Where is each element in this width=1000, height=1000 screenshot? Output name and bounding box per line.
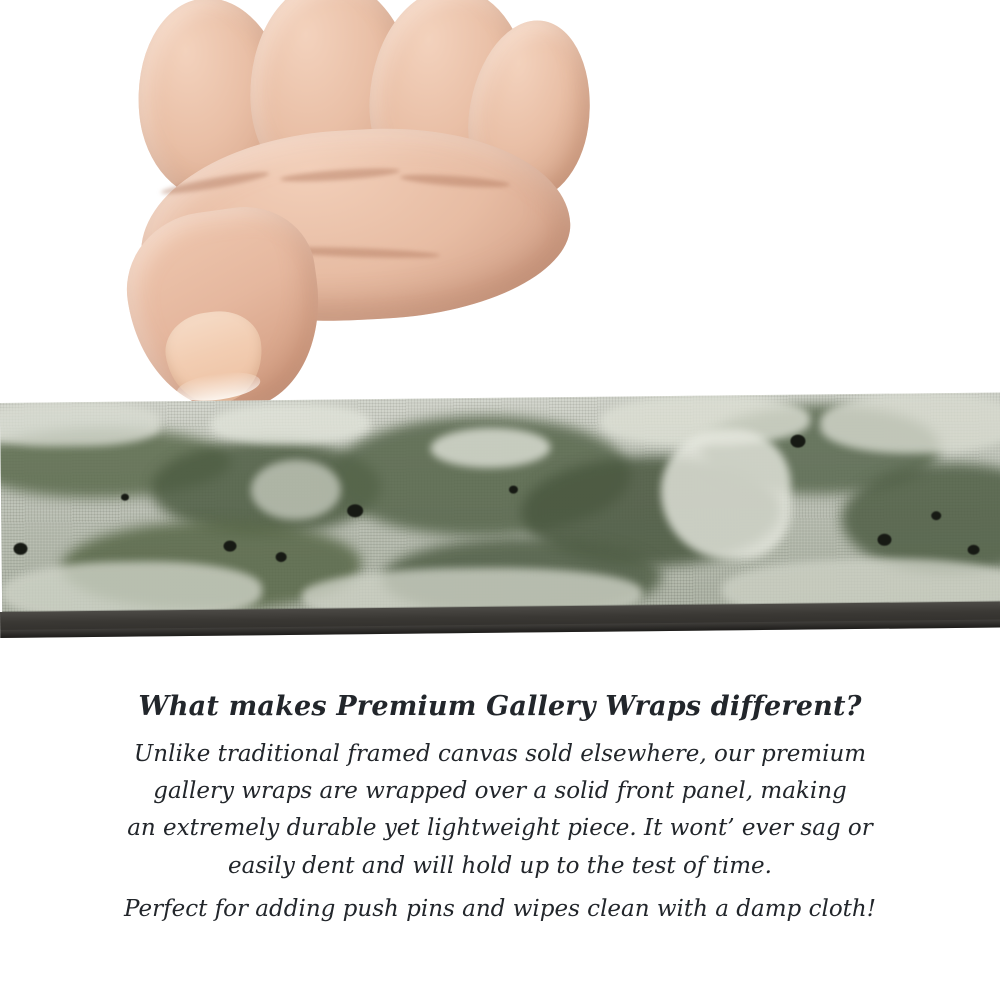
hand-illustration xyxy=(120,0,570,440)
thumbnail xyxy=(161,306,269,410)
caption-block xyxy=(0,690,1000,928)
caption-body-line-4: easily dent and will hold up to the test of time. xyxy=(228,852,772,879)
caption-body-line-3: an extremely durable yet lightweight piece. It wont’ ever sag or xyxy=(127,815,873,842)
caption-body-line-2: gallery wraps are wrapped over a solid front panel, making xyxy=(153,778,847,804)
caption-heading: What makes Premium Gallery Wraps different? xyxy=(138,691,862,722)
caption-final-line: Perfect for adding push pins and wipes clean with a damp cloth! xyxy=(124,895,876,922)
caption-body-line-1: Unlike traditional framed canvas sold elsewhere, our premium xyxy=(133,740,867,767)
canvas-edge-strip xyxy=(0,393,1000,621)
caption-body xyxy=(120,736,880,928)
